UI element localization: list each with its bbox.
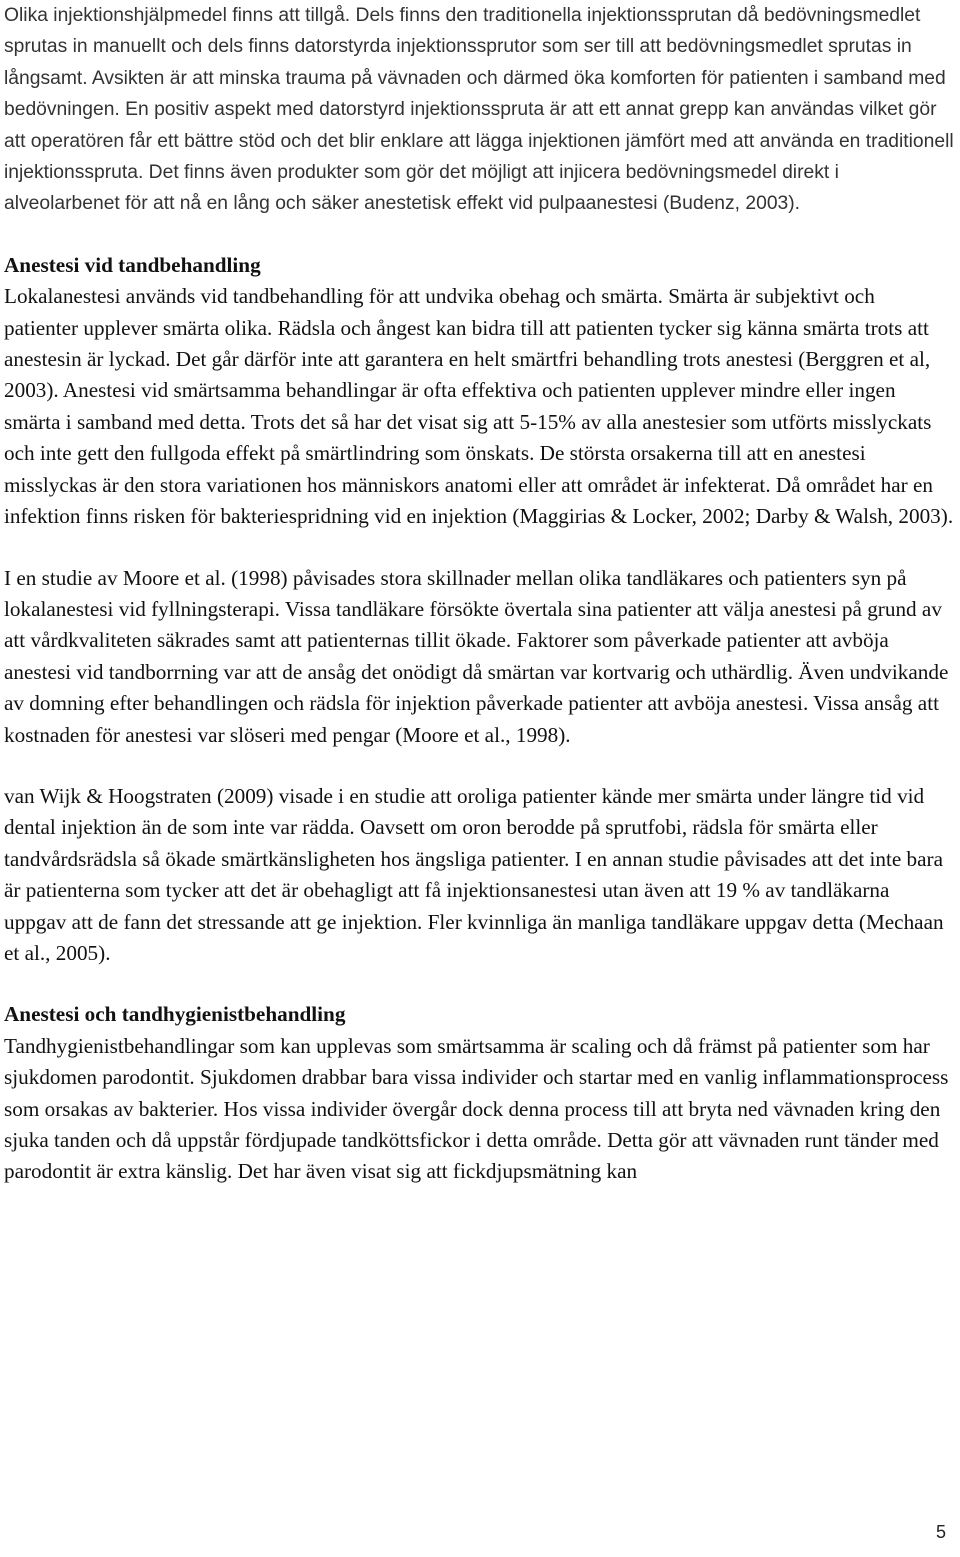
spacer <box>4 969 954 999</box>
spacer <box>4 751 954 781</box>
intro-paragraph: Olika injektionshjälpmedel finns att tillgå. Dels finns den traditionella injektionssprutan då bedövningsmedlet sprutas in manuellt och dels finns datorstyrda injektionssprutor som ser till att bedövningsmedlet sprutas in långsamt. Avsikten är att minska trauma på vävnaden och därmed öka komforten för patienten i samband med bedövningen. En positiv aspekt med datorstyrd injektionsspruta är att ett annat grepp kan användas vilket gör att operatören får ett bättre stöd och det blir enklare att lägga injektionen jämfört med att använda en traditionell injektionsspruta. Det finns även produkter som gör det möjligt att injicera bedövningsmedel direkt i alveolarbenet för att nå en lång och säker anestetisk effekt vid pulpaanestesi (Budenz, 2003). <box>4 5 954 215</box>
page-number: 5 <box>935 1522 946 1542</box>
spacer <box>4 220 954 250</box>
section1-paragraph-3: van Wijk & Hoogstraten (2009) visade i en studie att oroliga patienter kände mer smärta under längre tid vid dental injektion än de som inte var rädda. Oavsett om oron berodde på sprutfobi, rädsla för smärta eller tandvårdsrädsla så ökade smärtkänsligheten hos ängsliga patienter. I en annan studie påvisades att det inte bara är patienterna som tycker att det är obehagligt att få injektionsanestesi utan även att 19 % av tandläkarna uppgav att de fann det stressande att ge injektion. Fler kvinnliga än manliga tandläkare uppgav detta (Mechaan et al., 2005). <box>4 783 944 965</box>
spacer <box>4 533 954 563</box>
section2-paragraph-1: Tandhygienistbehandlingar som kan upplevas som smärtsamma är scaling och då främst på patienter som har sjukdomen parodontit. Sjukdomen drabbar bara vissa individer och startar med en vanlig inflammationsprocess som orsakas av bakterier. Hos vissa individer övergår dock denna process till att bryta ned vävnaden kring den sjuka tanden och då uppstår fördjupade tandköttsfickor i detta område. Detta gör att vävnaden runt tänder med parodontit är extra känslig. Det har även visat sig att fickdjupsmätning kan <box>4 1033 949 1184</box>
section1-paragraph-2: I en studie av Moore et al. (1998) påvisades stora skillnader mellan olika tandläkares och patienters syn på lokalanestesi vid fyllningsterapi. Vissa tandläkare försökte övertala sina patienter att välja anestesi på grund av att vårdkvaliteten säkrades samt att patienternas tillit ökade. Faktorer som påverkade patienter att avböja anestesi vid tandborrning var att de ansåg det onödigt då smärtan var kortvarig och uthärdlig. Även undvikande av domning efter behandlingen och rädsla för injektion påverkade patienter att avböja anestesi. Vissa ansåg att kostnaden för anestesi var slöseri med pengar (Moore et al., 1998). <box>4 565 949 747</box>
document-page <box>4 0 954 1188</box>
section1-paragraph-1: Lokalanestesi används vid tandbehandling för att undvika obehag och smärta. Smärta är subjektivt och patienter upplever smärta olika. Rädsla och ångest kan bidra till att patienten tycker sig känna smärta trots att anestesin är lyckad. Det går därför inte att garantera en helt smärtfri behandling trots anestesi (Berggren et al, 2003). Anestesi vid smärtsamma behandlingar är ofta effektiva och patienten upplever mindre eller ingen smärta i samband med detta. Trots det så har det visat sig att 5-15% av alla anestesier som utförts misslyckats och inte gett den fullgoda effekt på smärtlindring som önskats. De största orsakerna till att en anestesi misslyckas är den stora variationen hos människors anatomi eller att området är infekterat. Då området har en infektion finns risken för bakteriespridning vid en injektion (Maggirias & Locker, 2002; Darby & Walsh, 2003). <box>4 284 954 529</box>
section-heading-anestesi-vid-tandbehandling: Anestesi vid tandbehandling <box>4 252 261 277</box>
section-heading-anestesi-och-tandhygienistbehandling: Anestesi och tandhygienistbehandling <box>4 1002 346 1027</box>
